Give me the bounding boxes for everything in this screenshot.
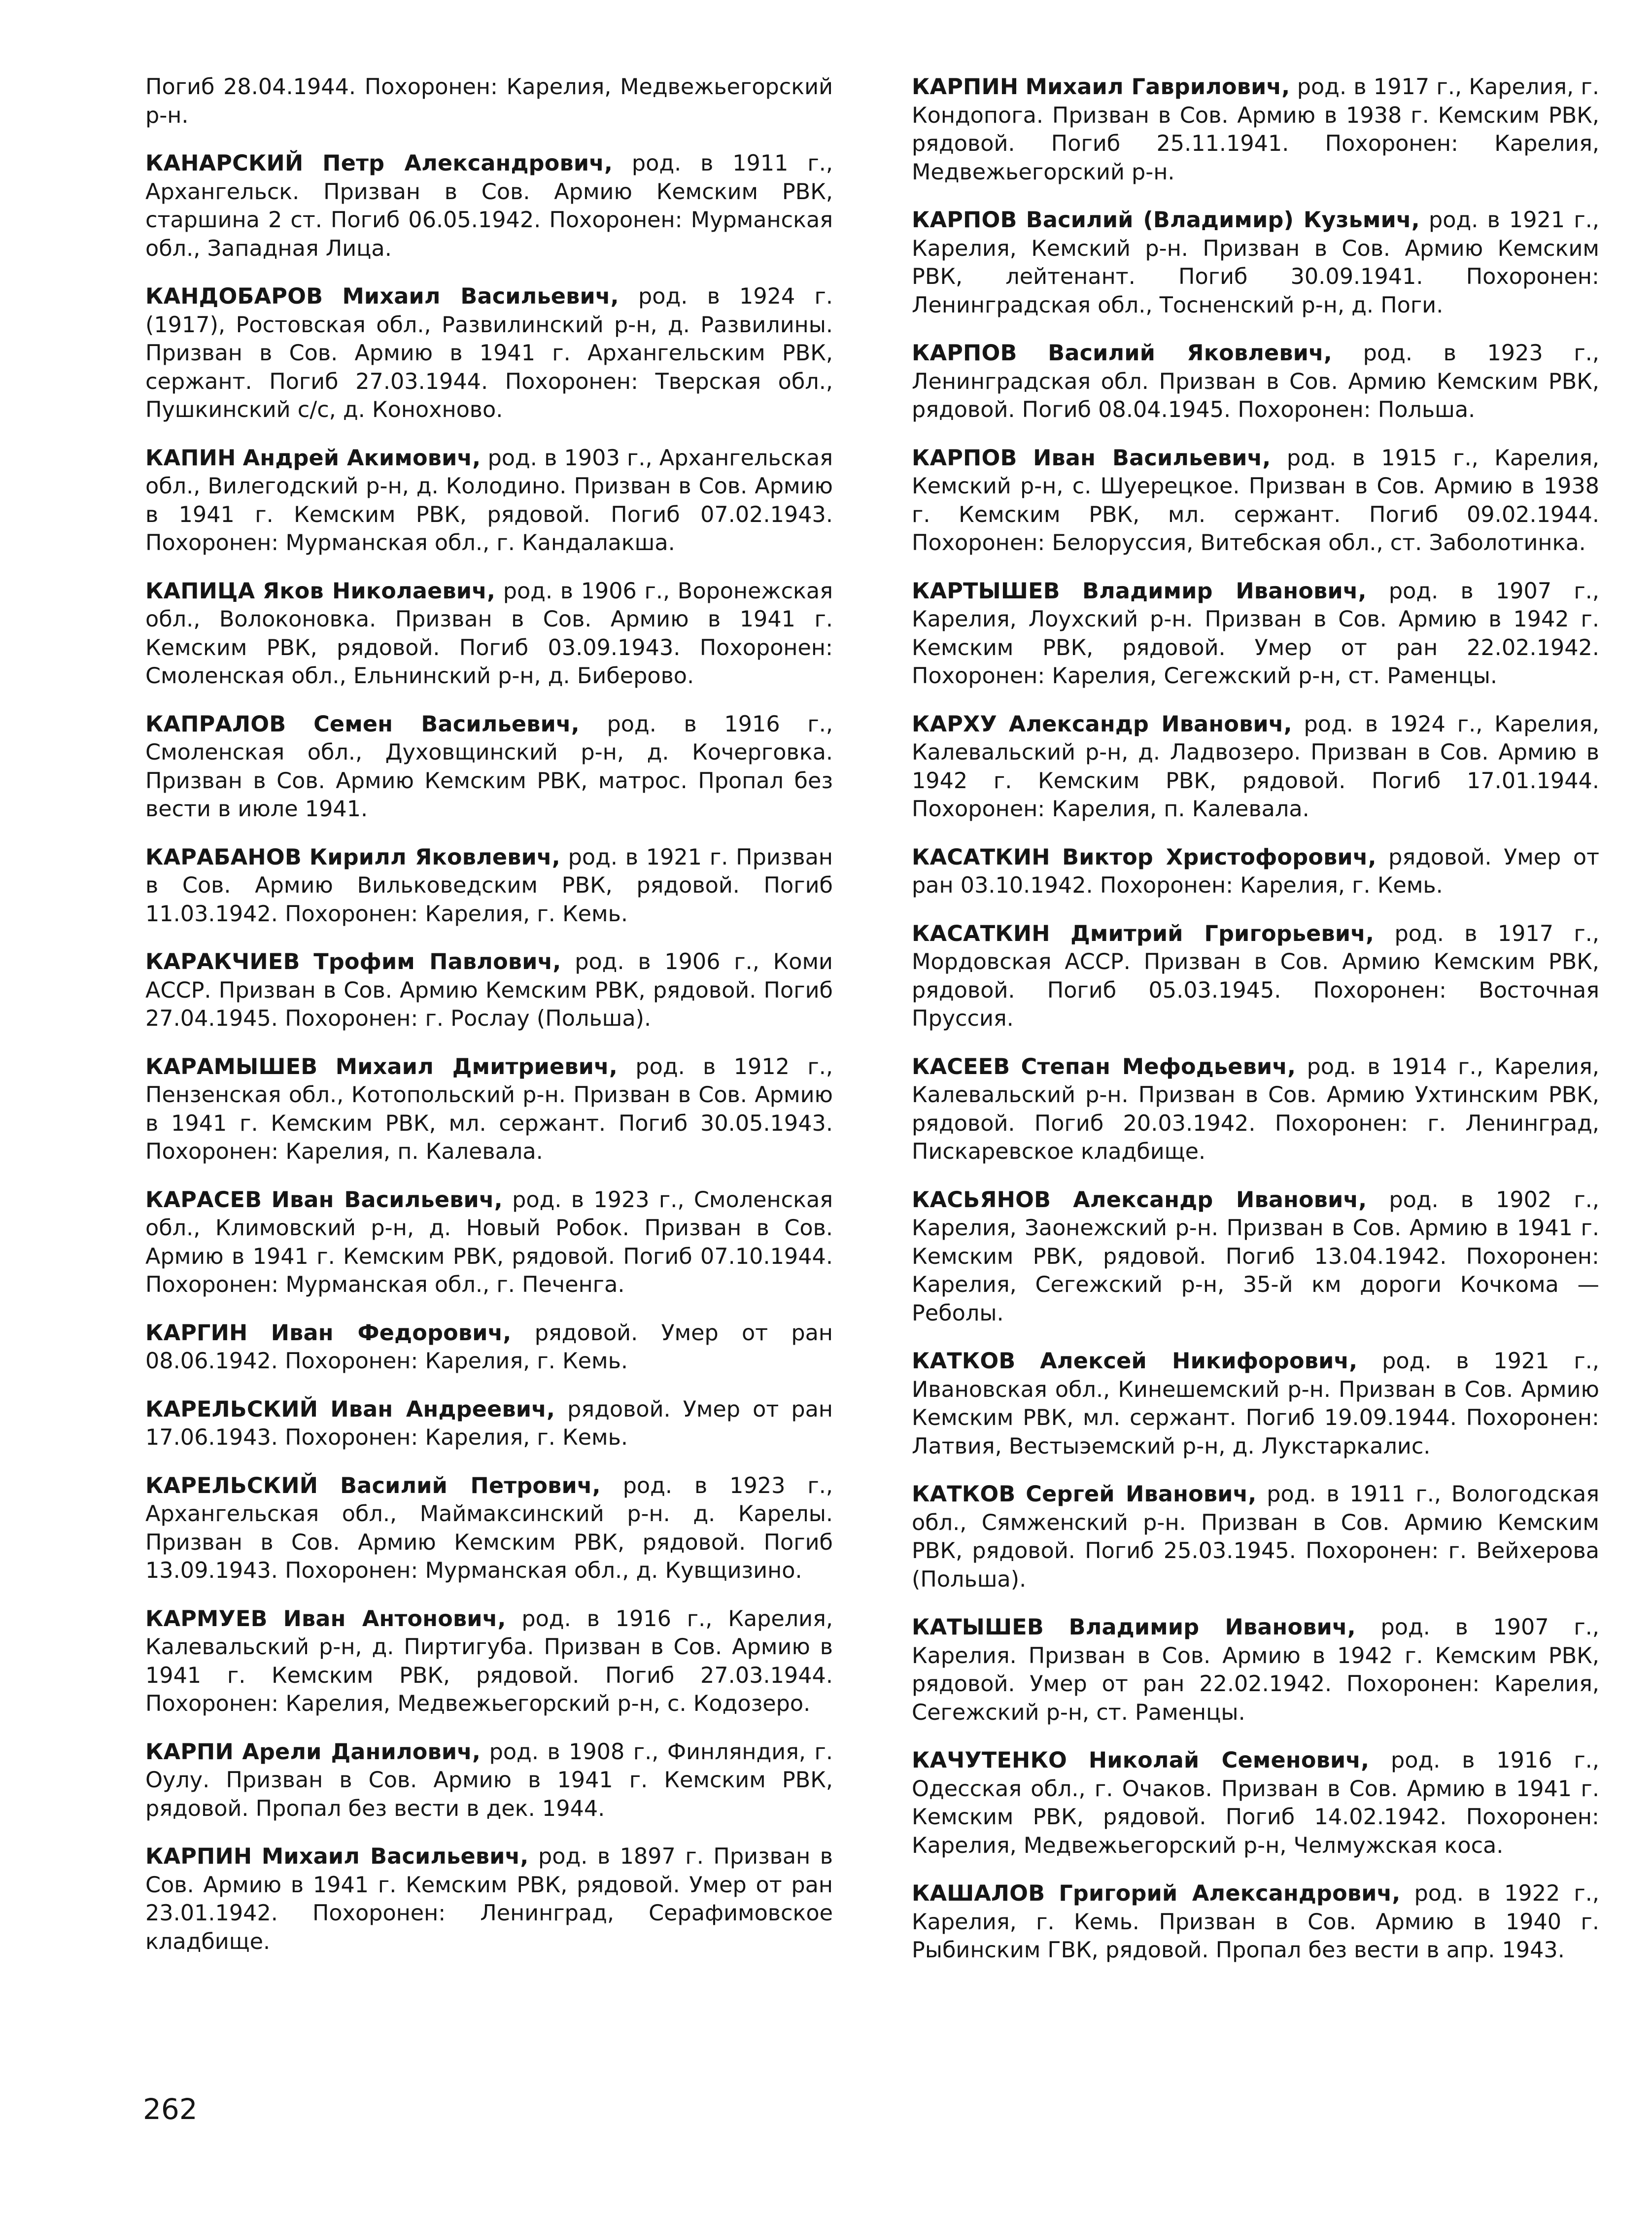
entry-surname: КАРПИН	[145, 1844, 252, 1869]
entry	[912, 73, 1599, 186]
entry-details: род. в 1906 г., Коми АССР. Призван в Сов. Армию Кемским РВК, рядовой. Погиб 27.04.1945. Похоронен: г. Рослау (Польша).	[145, 949, 833, 1031]
entry	[145, 149, 833, 263]
entry-surname: КАСАТКИН	[912, 921, 1050, 946]
entry-details: род. в 1924 г. (1917), Ростовская обл., Развилинский р-н, д. Развилины. Призван в Сов. Армию в 1941 г. Архангельским РВК, сержант. Погиб 27.03.1944. Похоронен: Тверская обл., Пушкинский с/с, д. Конохново.	[145, 284, 833, 422]
entry-surname: КАРПОВ	[912, 208, 1017, 233]
entry-details: род. в 1917 г., Мордовская АССР. Призван в Сов. Армию Кемским РВК, рядовой. Погиб 05.03.1945. Похоронен: Восточная Пруссия.	[912, 921, 1600, 1031]
entry	[145, 1186, 833, 1299]
entry-given-name: Яков Николаевич,	[262, 578, 496, 604]
entry	[912, 339, 1599, 424]
entry-given-name: Семен Васильевич,	[313, 711, 580, 737]
entry	[912, 1613, 1599, 1727]
entry	[912, 1480, 1599, 1594]
left-column	[145, 73, 833, 1976]
entry-given-name: Василий (Владимир) Кузьмич,	[1026, 208, 1420, 233]
entry	[912, 920, 1599, 1033]
entry-surname: КАСЕЕВ	[912, 1054, 1010, 1079]
entry	[145, 1319, 833, 1376]
entry	[912, 206, 1599, 319]
entry	[145, 843, 833, 929]
entry	[145, 73, 833, 130]
entry-surname: КАРАКЧИЕВ	[145, 949, 300, 974]
entry-given-name: Трофим Павлович,	[313, 949, 561, 974]
entry-details: род. в 1923 г., Смоленская обл., Климовский р-н, д. Новый Робок. Призван в Сов. Армию в 1941 г. Кемским РВК, рядовой. Погиб 07.10.1944. Похоронен: Мурманская обл., г. Печенга.	[145, 1187, 833, 1297]
entry	[912, 577, 1599, 691]
entry-details: род. в 1906 г., Воронежская обл., Волоконовка. Призван в Сов. Армию в 1941 г. Кемским РВК, рядовой. Погиб 03.09.1943. Похоронен: Смоленская обл., Ельнинский р-н, д. Биберово.	[145, 578, 833, 689]
entry-surname: КАСАТКИН	[912, 844, 1050, 870]
entry-details: род. в 1924 г., Карелия, Калевальский р-н, д. Ладвозеро. Призван в Сов. Армию в 1942 г. Кемским РВК, рядовой. Погиб 17.01.1944. Похоронен: Карелия, п. Калевала.	[912, 711, 1599, 822]
entry-given-name: Михаил Васильевич,	[342, 284, 619, 309]
entry-details: род. в 1897 г. Призван в Сов. Армию в 1941 г. Кемским РВК, рядовой. Умер от ран 23.01.1942. Похоронен: Ленинград, Серафимовское кладбище.	[145, 1844, 833, 1954]
entry-given-name: Иван Федорович,	[271, 1320, 512, 1346]
entry-details: род. в 1911 г., Вологодская обл., Сямженский р-н. Призван в Сов. Армию Кемским РВК, рядовой. Погиб 25.03.1945. Похоронен: г. Вейхерова (Польша).	[912, 1482, 1600, 1592]
entry	[912, 710, 1599, 824]
right-column	[912, 73, 1599, 1984]
entry-surname: КАШАЛОВ	[912, 1881, 1045, 1906]
entry-surname: КАРЕЛЬСКИЙ	[145, 1396, 318, 1422]
entry-details: род. в 1907 г., Карелия. Призван в Сов. Армию в 1942 г. Кемским РВК, рядовой. Умер от ран 22.02.1942. Похоронен: Карелия, Сегежский р-н, ст. Раменцы.	[912, 1615, 1599, 1725]
entry	[145, 577, 833, 691]
entry	[912, 1347, 1599, 1460]
entry-given-name: Василий Яковлевич,	[1048, 341, 1333, 366]
entry-surname: КАТКОВ	[912, 1482, 1016, 1507]
entry-surname: КАЧУТЕНКО	[912, 1748, 1067, 1773]
entry-surname: КАРАМЫШЕВ	[145, 1054, 318, 1079]
entry	[145, 710, 833, 824]
entry	[145, 444, 833, 557]
entry	[912, 1746, 1599, 1860]
page-number: 262	[143, 2092, 198, 2126]
entry-details: род. в 1915 г., Карелия, Кемский р-н, с. Шуерецкое. Призван в Сов. Армию в 1938 г. Кемским РВК, мл. сержант. Погиб 09.02.1944. Похоронен: Белоруссия, Витебская обл., ст. Заболотинка.	[912, 445, 1599, 556]
entry-details: рядовой. Умер от ран 17.06.1943. Похоронен: Карелия, г. Кемь.	[145, 1396, 833, 1450]
entry-details: род. в 1923 г., Архангельская обл., Маймаксинский р-н. д. Карелы. Призван в Сов. Армию Кемским РВК, рядовой. Погиб 13.09.1943. Похоронен: Мурманская обл., д. Кувщизино.	[145, 1473, 833, 1583]
entry-details: род. в 1908 г., Финляндия, г. Оулу. Призван в Сов. Армию в 1941 г. Кемским РВК, рядовой. Пропал без вести в дек. 1944.	[145, 1739, 833, 1821]
entry-surname: КАПИЦА	[145, 578, 255, 604]
entry-details: род. в 1912 г., Пензенская обл., Котопольский р-н. Призван в Сов. Армию в 1941 г. Кемским РВК, мл. сержант. Погиб 30.05.1943. Похоронен: Карелия, п. Калевала.	[145, 1054, 833, 1164]
entry-given-name: Иван Антонович,	[283, 1606, 506, 1632]
entry	[145, 1472, 833, 1585]
entry-details: Погиб 28.04.1944. Похоронен: Карелия, Медвежьегорский р-н.	[145, 74, 833, 128]
entry	[912, 843, 1599, 900]
entry-surname: КАРПИН	[912, 74, 1019, 100]
entry-surname: КАПИН	[145, 445, 236, 471]
entry-surname: КАРПИ	[145, 1739, 234, 1765]
entry-details: род. в 1917 г., Карелия, г. Кондопога. Призван в Сов. Армию в 1938 г. Кемским РВК, рядовой. Погиб 25.11.1941. Похоронен: Карелия, Медвежьегорский р-н.	[912, 74, 1599, 185]
entry	[145, 948, 833, 1033]
entry-given-name: Николай Семенович,	[1088, 1748, 1370, 1773]
entry-surname: КАРПОВ	[912, 445, 1017, 471]
entry-surname: КАРМУЕВ	[145, 1606, 268, 1632]
entry-given-name: Иван Васильевич,	[271, 1187, 503, 1213]
entry	[145, 1395, 833, 1452]
entry	[145, 1053, 833, 1166]
entry-details: род. в 1922 г., Карелия, г. Кемь. Призван в Сов. Армию в 1940 г. Рыбинским ГВК, рядовой. Пропал без вести в апр. 1943.	[912, 1881, 1599, 1963]
entry-details: род. в 1916 г., Одесская обл., г. Очаков. Призван в Сов. Армию в 1941 г. Кемским РВК, рядовой. Погиб 14.02.1942. Похоронен: Карелия, Медвежьегорский р-н, Челмужская коса.	[912, 1748, 1600, 1858]
entry-details: рядовой. Умер от ран 03.10.1942. Похоронен: Карелия, г. Кемь.	[912, 844, 1599, 898]
entry-given-name: Александр Иванович,	[1073, 1187, 1367, 1213]
entry-given-name: Петр Александрович,	[322, 151, 613, 176]
entry-details: род. в 1916 г., Смоленская обл., Духовщинский р-н, д. Кочерговка. Призван в Сов. Армию Кемским РВК, матрос. Пропал без вести в июле 1941.	[145, 711, 833, 822]
entry-surname: КАРАСЕВ	[145, 1187, 262, 1213]
entry-surname: КАРАБАНОВ	[145, 844, 302, 870]
entry-details: род. в 1911 г., Архангельск. Призван в Сов. Армию Кемским РВК, старшина 2 ст. Погиб 06.05.1942. Похоронен: Мурманская обл., Западная Лица.	[145, 151, 833, 261]
entry-given-name: Иван Васильевич,	[1033, 445, 1271, 471]
entry	[145, 1738, 833, 1823]
entry-given-name: Александр Иванович,	[1008, 711, 1292, 737]
entry-surname: КАНАРСКИЙ	[145, 151, 304, 176]
entry-surname: КАРЕЛЬСКИЙ	[145, 1473, 318, 1498]
entry-surname: КАНДОБАРОВ	[145, 284, 323, 309]
entry-surname: КАТКОВ	[912, 1349, 1016, 1374]
entry-details: рядовой. Умер от ран 08.06.1942. Похоронен: Карелия, г. Кемь.	[145, 1320, 833, 1374]
entry-details: род. в 1903 г., Архангельская обл., Вилегодский р-н, д. Колодино. Призван в Сов. Армию в 1941 г. Кемским РВК, рядовой. Погиб 07.02.1943. Похоронен: Мурманская обл., г. Кандалакша.	[145, 445, 833, 556]
entry	[912, 1053, 1599, 1166]
entry-given-name: Михаил Васильевич,	[261, 1844, 529, 1869]
entry-given-name: Михаил Дмитриевич,	[335, 1054, 618, 1079]
entry-given-name: Григорий Александрович,	[1059, 1881, 1401, 1906]
entry-surname: КАРГИН	[145, 1320, 248, 1346]
entry-given-name: Кирилл Яковлевич,	[309, 844, 560, 870]
entry-details: род. в 1921 г. Призван в Сов. Армию Вильковедским РВК, рядовой. Погиб 11.03.1942. Похоронен: Карелия, г. Кемь.	[145, 844, 833, 927]
entry	[145, 1842, 833, 1956]
entry-surname: КАРХУ	[912, 711, 998, 737]
entry-given-name: Василий Петрович,	[340, 1473, 601, 1498]
entry	[912, 1879, 1599, 1965]
entry-given-name: Владимир Иванович,	[1068, 1615, 1356, 1640]
entry-surname: КАТЫШЕВ	[912, 1615, 1044, 1640]
entry-given-name: Арели Данилович,	[242, 1739, 481, 1765]
entry-given-name: Михаил Гаврилович,	[1025, 74, 1290, 100]
entry-details: род. в 1916 г., Карелия, Калевальский р-н, д. Пиртигуба. Призван в Сов. Армию в 1941 г. Кемским РВК, рядовой. Погиб 27.03.1944. Похоронен: Карелия, Медвежьегорский р-н, с. Кодозеро.	[145, 1606, 833, 1716]
entry-given-name: Алексей Никифорович,	[1040, 1349, 1358, 1374]
entry-given-name: Сергей Иванович,	[1026, 1482, 1257, 1507]
entry-details: род. в 1907 г., Карелия, Лоухский р-н. Призван в Сов. Армию в 1942 г. Кемским РВК, рядовой. Умер от ран 22.02.1942. Похоронен: Карелия, Сегежский р-н, ст. Раменцы.	[912, 578, 1599, 689]
entry-details: род. в 1902 г., Карелия, Заонежский р-н. Призван в Сов. Армию в 1941 г. Кемским РВК, рядовой. Погиб 13.04.1942. Похоронен: Карелия, Сегежский р-н, 35-й км дороги Кочкома — Реболы.	[912, 1187, 1599, 1326]
entry-details: род. в 1923 г., Ленинградская обл. Призван в Сов. Армию Кемским РВК, рядовой. Погиб 08.04.1945. Похоронен: Польша.	[912, 341, 1599, 422]
entry-surname: КАРТЫШЕВ	[912, 578, 1060, 604]
entry-surname: КАРПОВ	[912, 341, 1017, 366]
entry-details: род. в 1921 г., Карелия, Кемский р-н. Призван в Сов. Армию Кемским РВК, лейтенант. Погиб 30.09.1941. Похоронен: Ленинградская обл., Тосненский р-н, д. Поги.	[912, 208, 1599, 318]
entry-given-name: Иван Андреевич,	[330, 1396, 555, 1422]
entry	[912, 1186, 1599, 1328]
entry-given-name: Андрей Акимович,	[242, 445, 481, 471]
entry	[145, 1605, 833, 1718]
entry-given-name: Виктор Христофорович,	[1062, 844, 1377, 870]
entry-given-name: Степан Мефодьевич,	[1021, 1054, 1296, 1079]
entry-details: род. в 1921 г., Ивановская обл., Кинешемский р-н. Призван в Сов. Армию Кемским РВК, мл. сержант. Погиб 19.09.1944. Похоронен: Латвия, Вестыэемский р-н, д. Лукстаркалис.	[912, 1349, 1599, 1459]
entry-given-name: Дмитрий Григорьевич,	[1070, 921, 1375, 946]
entry-surname: КАПРАЛОВ	[145, 711, 286, 737]
entry-given-name: Владимир Иванович,	[1082, 578, 1367, 604]
entry-details: род. в 1914 г., Карелия, Калевальский р-н. Призван в Сов. Армию Ухтинским РВК, рядовой. Погиб 20.03.1942. Похоронен: г. Ленинград, Пискаревское кладбище.	[912, 1054, 1599, 1164]
entry	[912, 444, 1599, 557]
entry-surname: КАСЬЯНОВ	[912, 1187, 1051, 1213]
entry	[145, 282, 833, 424]
